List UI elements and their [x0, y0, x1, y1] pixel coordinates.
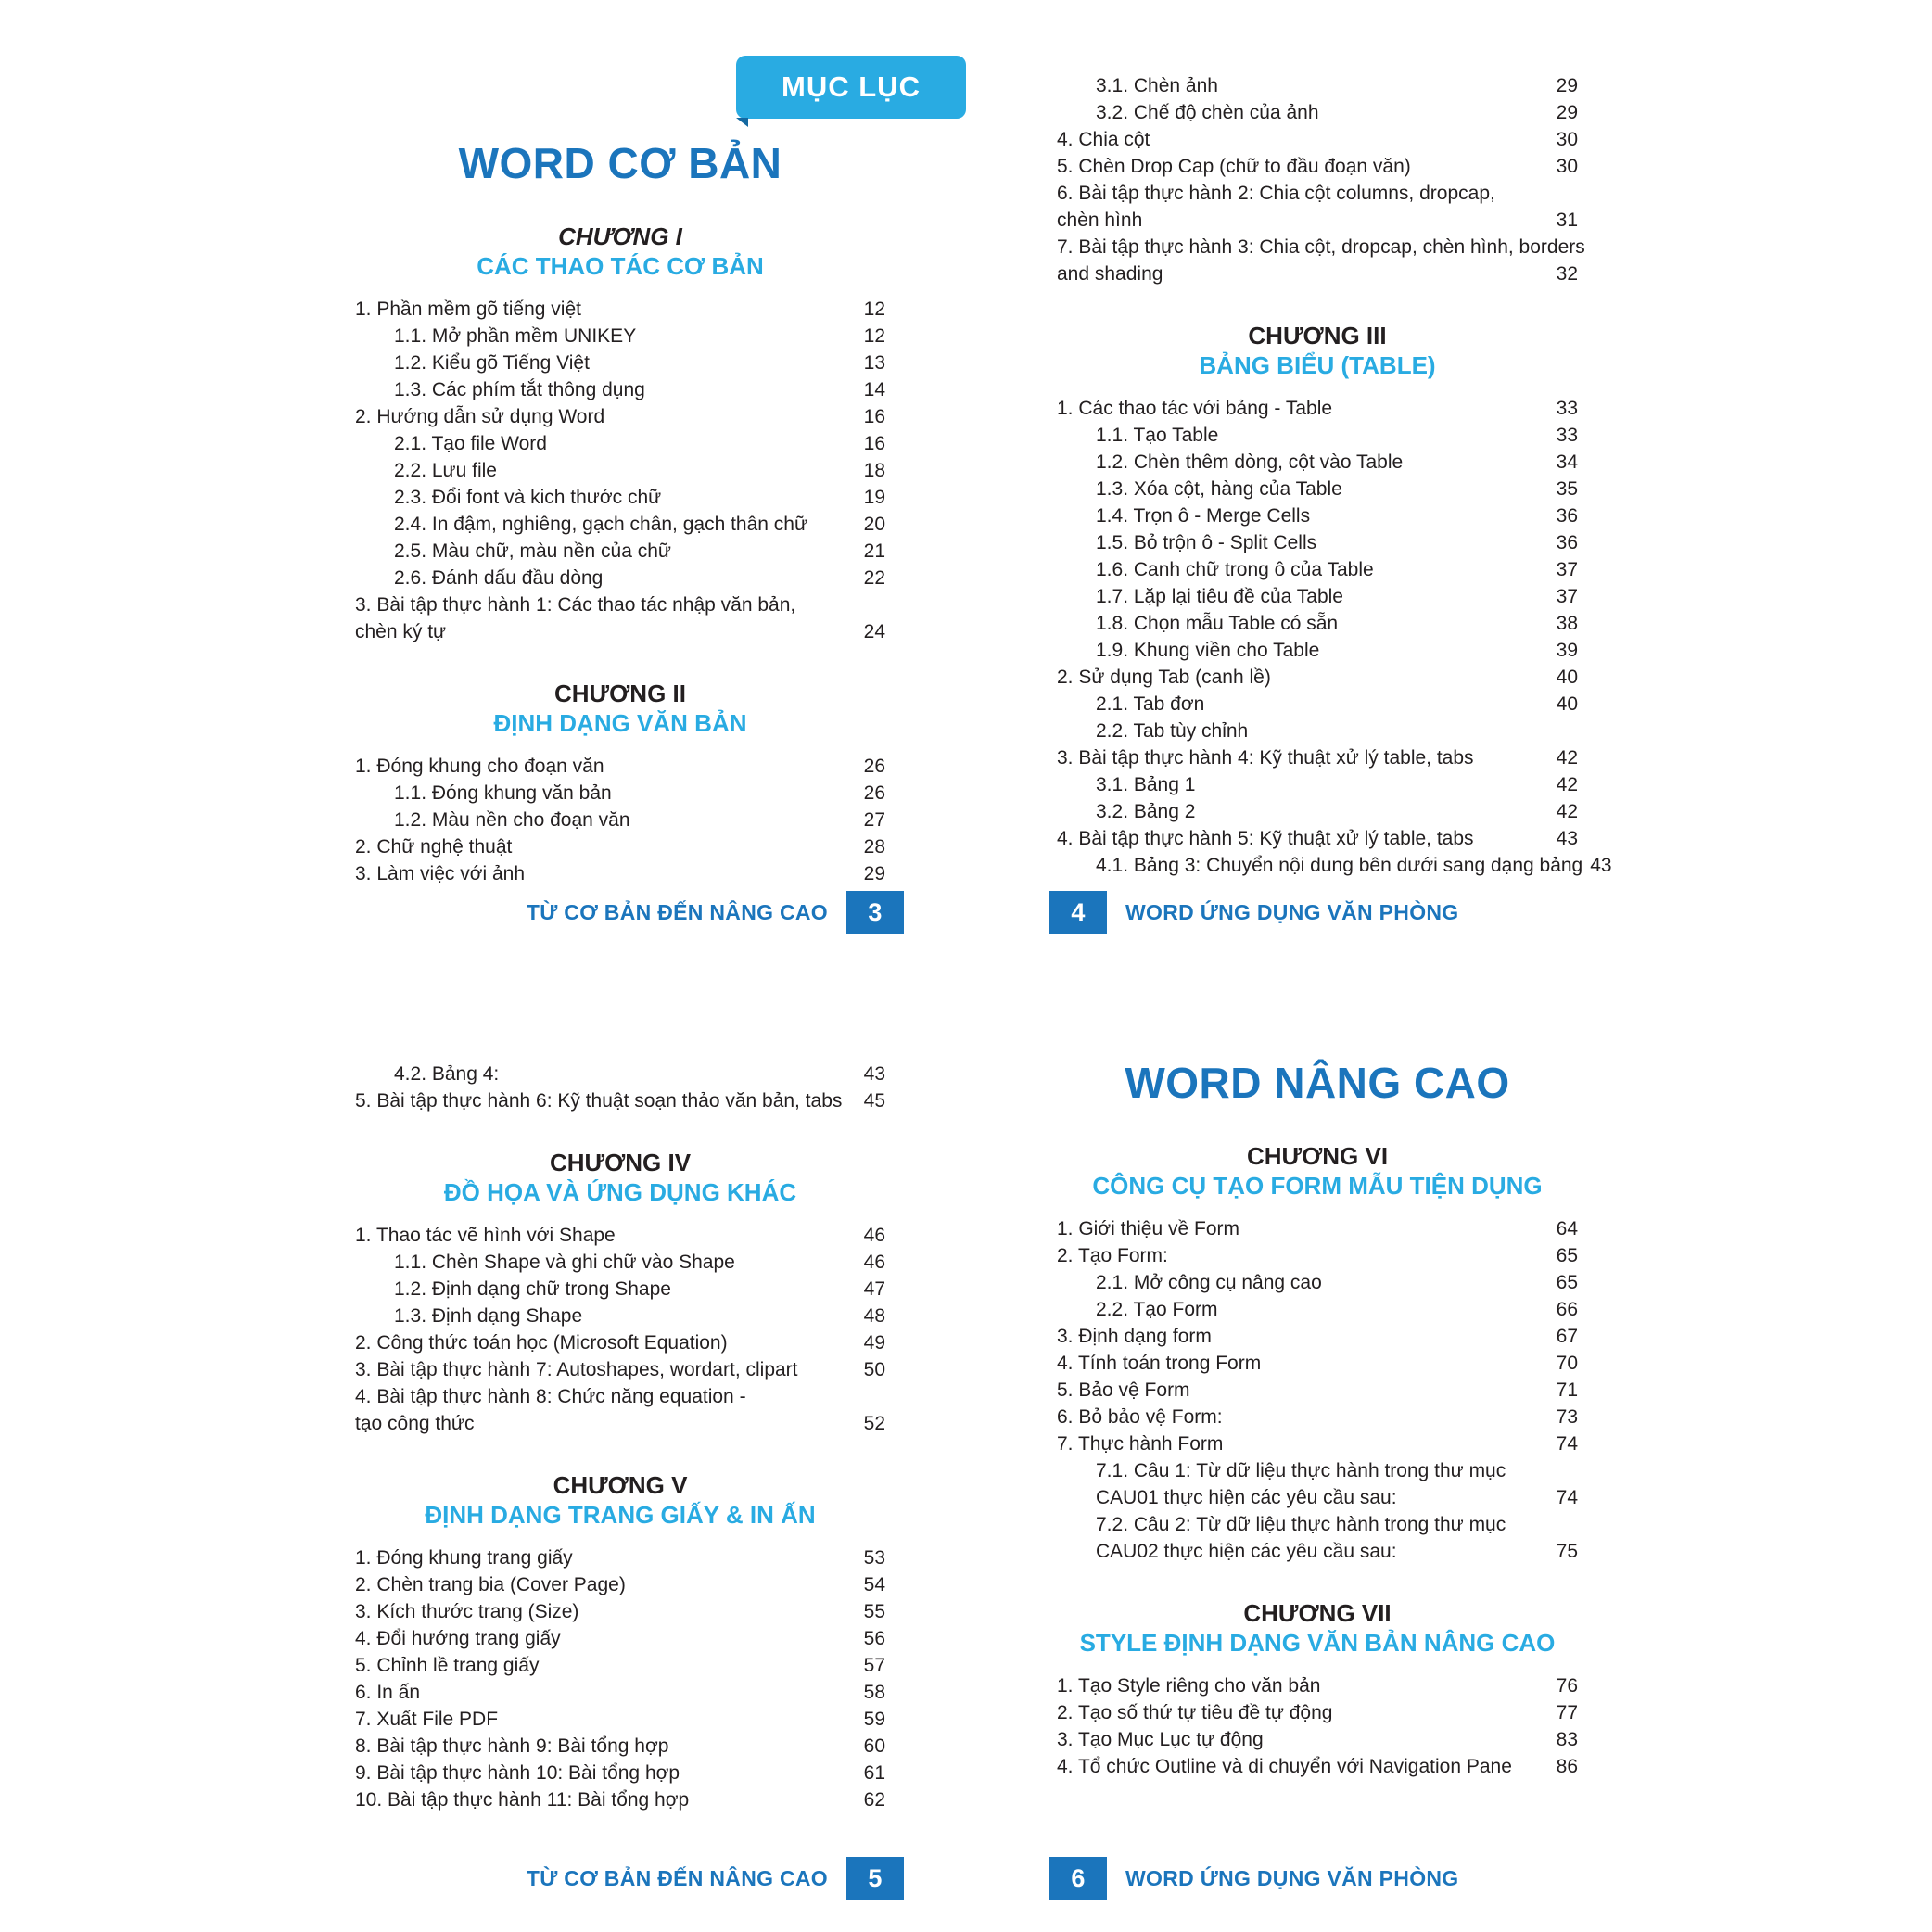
toc-entry-text: 7.2. Câu 2: Từ dữ liệu thực hành trong thư mục: [1096, 1513, 1506, 1535]
toc-row: [355, 323, 885, 350]
chapter-title: ĐỒ HỌA VÀ ỨNG DỤNG KHÁC: [443, 1178, 797, 1206]
toc-entry-page-number: 14: [863, 378, 885, 400]
toc-entry-page-number: 54: [863, 1574, 885, 1595]
toc-entry-text: 1.2. Định dạng chữ trong Shape: [394, 1278, 671, 1300]
toc-entry-text: 4.2. Bảng 4:: [394, 1063, 500, 1085]
toc-row: [355, 1652, 885, 1679]
toc-entry-page-number: 20: [863, 513, 885, 535]
chapter-number: CHƯƠNG I: [558, 222, 682, 250]
toc-entry-text: 3. Bài tập thực hành 4: Kỹ thuật xử lý table, tabs: [1057, 747, 1474, 769]
toc-entry-page-number: 65: [1556, 1271, 1578, 1293]
toc-entry-text: 5. Chỉnh lề trang giấy: [355, 1655, 540, 1676]
toc-entry-page-number: 26: [863, 755, 885, 777]
toc-entry-page-number: 42: [1556, 801, 1578, 822]
toc-entry-text: 3. Định dạng form: [1057, 1325, 1212, 1347]
toc-entry-text: 1. Tạo Style riêng cho văn bản: [1057, 1674, 1321, 1697]
toc-entry-text: 1.3. Xóa cột, hàng của Table: [1096, 478, 1342, 500]
toc-entry-page-number: 53: [863, 1547, 885, 1569]
toc-entry-text: 2.1. Tab đơn: [1096, 693, 1205, 715]
toc-row: [355, 511, 885, 538]
toc-entry-page-number: 26: [863, 782, 885, 804]
toc-entry-page-number: 43: [1556, 828, 1578, 849]
page-number-badge: 4: [1049, 891, 1107, 934]
toc-item-list: [355, 1544, 885, 1813]
toc-row: [355, 430, 885, 457]
toc-row: [355, 538, 885, 565]
toc-entry-page-number: 71: [1556, 1379, 1578, 1401]
toc-entry-page-number: 43: [1590, 855, 1612, 876]
chapter-heading: [355, 1148, 885, 1207]
book-part-title: WORD NÂNG CAO: [1125, 1059, 1510, 1107]
toc-entry-text: 3.2. Bảng 2: [1096, 801, 1196, 822]
page-number-badge: 3: [846, 891, 904, 934]
toc-entry-page-number: 67: [1556, 1325, 1578, 1347]
footer-label: WORD ỨNG DỤNG VĂN PHÒNG: [1125, 1865, 1459, 1890]
toc-entry-text: 2.5. Màu chữ, màu nền của chữ: [394, 540, 671, 562]
toc-entry-page-number: 40: [1556, 693, 1578, 715]
toc-entry-text: 1.8. Chọn mẫu Table có sẵn: [1096, 613, 1339, 634]
toc-entry-text: 1.1. Tạo Table: [1096, 425, 1219, 446]
page-footer: [527, 1856, 904, 1900]
toc-row: [1057, 126, 1578, 153]
toc-entry-page-number: 33: [1556, 398, 1578, 419]
toc-row: [355, 565, 885, 591]
chapter-heading: [355, 1470, 885, 1530]
toc-entry-text: 1. Đóng khung cho đoạn văn: [355, 755, 604, 777]
toc-row: [355, 1329, 885, 1356]
toc-row: [355, 591, 885, 618]
toc-entry-page-number: 37: [1556, 586, 1578, 607]
toc-entry-page-number: 61: [863, 1762, 885, 1784]
chapter-number: CHƯƠNG VI: [1246, 1141, 1389, 1170]
toc-entry-page-number: 34: [1556, 451, 1578, 473]
toc-row: [1057, 718, 1578, 744]
page-6-content: [1057, 966, 1578, 1780]
toc-row: [355, 1760, 885, 1786]
toc-entry-text: 1.3. Định dạng Shape: [394, 1305, 583, 1327]
chapter-title: BẢNG BIỂU (TABLE): [1199, 351, 1436, 379]
toc-entry-page-number: 28: [863, 835, 885, 858]
toc-entry-page-number: 46: [863, 1225, 885, 1246]
toc-entry-text: 7. Thực hành Form: [1057, 1432, 1224, 1455]
toc-entry-text: 1.2. Chèn thêm dòng, cột vào Table: [1096, 451, 1404, 473]
toc-row: [1057, 422, 1578, 449]
toc-entry-text: 2.6. Đánh dấu đầu dòng: [394, 566, 604, 589]
toc-entry-text: 2.4. In đậm, nghiêng, gạch chân, gạch thân chữ: [394, 513, 808, 535]
toc-entry-text: 4. Tính toán trong Form: [1057, 1352, 1262, 1374]
toc-row: [1057, 180, 1578, 207]
toc-entry-page-number: 57: [863, 1655, 885, 1676]
toc-entry-page-number: 55: [863, 1601, 885, 1622]
toc-row: [1057, 825, 1578, 852]
toc-entry-page-number: 59: [863, 1709, 885, 1730]
toc-entry-text: 1.2. Màu nền cho đoạn văn: [394, 808, 630, 831]
toc-entry-page-number: 74: [1556, 1432, 1578, 1455]
toc-entry-page-number: 35: [1556, 478, 1578, 500]
toc-entry-page-number: 43: [863, 1063, 885, 1085]
toc-entry-text: 2.1. Tạo file Word: [394, 432, 547, 454]
toc-row: [1057, 99, 1578, 126]
toc-entry-text: 4. Tổ chức Outline và di chuyển với Navigation Pane: [1057, 1755, 1512, 1777]
toc-entry-text: 5. Bài tập thực hành 6: Kỹ thuật soạn thảo văn bản, tabs: [355, 1090, 843, 1112]
toc-row: [355, 753, 885, 780]
toc-row: [355, 780, 885, 807]
toc-entry-text: 1.1. Chèn Shape và ghi chữ vào Shape: [394, 1252, 735, 1273]
toc-entry-text: tạo công thức: [355, 1413, 475, 1434]
toc-entry-text: 2.2. Tab tùy chỉnh: [1096, 720, 1249, 742]
toc-entry-page-number: 13: [863, 351, 885, 374]
toc-entry-text: 4. Bài tập thực hành 8: Chức năng equation -: [355, 1386, 746, 1407]
toc-row: [1057, 771, 1578, 798]
toc-entry-text: 7. Xuất File PDF: [355, 1709, 499, 1730]
toc-entry-text: CAU02 thực hiện các yêu cầu sau:: [1096, 1540, 1397, 1562]
toc-row: [1057, 1672, 1578, 1699]
toc-row: [355, 1303, 885, 1329]
toc-entry-page-number: 42: [1556, 774, 1578, 795]
toc-row: [355, 1276, 885, 1303]
page-footer: [1049, 890, 1458, 934]
chapter-title: ĐỊNH DẠNG TRANG GIẤY & IN ẤN: [425, 1501, 816, 1529]
toc-row: [1057, 1753, 1578, 1780]
toc-entry-page-number: 86: [1556, 1755, 1578, 1777]
toc-row: [355, 1571, 885, 1598]
toc-row: [1057, 395, 1578, 422]
toc-row: [1057, 1699, 1578, 1726]
toc-row: [1057, 744, 1578, 771]
toc-entry-text: 3.1. Bảng 1: [1096, 774, 1196, 795]
toc-entry-text: 1.4. Trọn ô - Merge Cells: [1096, 505, 1311, 527]
toc-entry-text: 4. Bài tập thực hành 5: Kỹ thuật xử lý table, tabs: [1057, 828, 1474, 849]
toc-entry-text: 1.6. Canh chữ trong ô của Table: [1096, 559, 1374, 580]
page-4: [966, 0, 1932, 966]
toc-entry-text: CAU01 thực hiện các yêu cầu sau:: [1096, 1486, 1397, 1508]
toc-entry-text: 2. Tạo Form:: [1057, 1244, 1168, 1266]
chapter-title: ĐỊNH DẠNG VĂN BẢN: [493, 708, 747, 737]
toc-entry-page-number: 62: [863, 1789, 885, 1811]
toc-entry-text: 4. Chia cột: [1057, 129, 1150, 150]
toc-entry-page-number: 18: [863, 459, 885, 481]
toc-row: [355, 618, 885, 645]
toc-entry-page-number: 16: [863, 405, 885, 427]
chapter-title: STYLE ĐỊNH DẠNG VĂN BẢN NÂNG CAO: [1079, 1628, 1556, 1657]
toc-row: [1057, 234, 1585, 261]
toc-entry-text: 2. Chữ nghệ thuật: [355, 835, 513, 858]
toc-entry-text: 2.1. Mở công cụ nâng cao: [1096, 1271, 1322, 1293]
toc-row: [1057, 1726, 1578, 1753]
toc-entry-text: 6. In ấn: [355, 1682, 421, 1703]
toc-item-list: [1057, 1672, 1578, 1780]
chapter-number: CHƯƠNG IV: [549, 1149, 692, 1176]
toc-entry-page-number: 83: [1556, 1728, 1578, 1750]
toc-entry-page-number: 33: [1556, 425, 1578, 446]
toc-entry-text: 3. Bài tập thực hành 7: Autoshapes, wordart, clipart: [355, 1359, 798, 1380]
toc-row: [1057, 1242, 1578, 1269]
toc-entry-text: 3. Tạo Mục Lục tự động: [1057, 1728, 1264, 1750]
toc-entry-page-number: 66: [1556, 1298, 1578, 1320]
toc-row: [1057, 207, 1578, 234]
toc-entry-page-number: 50: [863, 1359, 885, 1380]
toc-item-list: [355, 1061, 885, 1114]
toc-entry-page-number: 76: [1556, 1674, 1578, 1697]
toc-row: [355, 1786, 885, 1813]
toc-entry-page-number: 60: [863, 1735, 885, 1757]
toc-row: [355, 350, 885, 376]
toc-entry-text: 2.2. Tạo Form: [1096, 1298, 1218, 1320]
page-5: [0, 966, 966, 1932]
toc-entry-page-number: 48: [863, 1305, 885, 1327]
toc-row: [1057, 449, 1578, 476]
muc-luc-tab-label: MỤC LỤC: [782, 70, 921, 103]
toc-entry-page-number: 73: [1556, 1405, 1578, 1428]
toc-entry-page-number: 29: [1556, 102, 1578, 123]
page-3-content: [355, 0, 885, 887]
chapter-heading: [1057, 321, 1578, 380]
toc-entry-page-number: 30: [1556, 129, 1578, 150]
book-part-title: WORD CƠ BẢN: [458, 139, 782, 187]
toc-entry-text: 6. Bỏ bảo vệ Form:: [1057, 1405, 1223, 1428]
toc-item-list: [355, 753, 885, 887]
chapter-title: CÔNG CỤ TẠO FORM MẪU TIỆN DỤNG: [1092, 1171, 1543, 1200]
chapter-heading: [1057, 1598, 1578, 1658]
toc-row: [1057, 476, 1578, 502]
toc-entry-text: chèn hình: [1057, 210, 1143, 231]
toc-entry-page-number: 19: [863, 486, 885, 508]
toc-entry-text: 2.3. Đổi font và kich thước chữ: [394, 486, 662, 508]
chapter-title: CÁC THAO TÁC CƠ BẢN: [477, 251, 764, 280]
toc-row: [1057, 1269, 1578, 1296]
toc-entry-text: and shading: [1057, 263, 1163, 285]
toc-entry-page-number: 46: [863, 1252, 885, 1273]
toc-row: [355, 1087, 885, 1114]
toc-entry-text: 1.1. Mở phần mềm UNIKEY: [394, 324, 637, 347]
toc-row: [355, 1625, 885, 1652]
toc-entry-text: 3. Làm việc với ảnh: [355, 862, 526, 884]
toc-entry-page-number: 49: [863, 1332, 885, 1354]
toc-row: [1057, 1323, 1578, 1350]
toc-entry-page-number: 58: [863, 1682, 885, 1703]
chapter-heading: [1057, 1141, 1578, 1201]
toc-row: [1057, 72, 1578, 99]
toc-row: [1057, 1377, 1578, 1404]
toc-entry-text: 1. Thao tác vẽ hình với Shape: [355, 1225, 616, 1246]
toc-entry-text: 1.2. Kiểu gõ Tiếng Việt: [394, 351, 590, 374]
toc-entry-text: 3.2. Chế độ chèn của ảnh: [1096, 102, 1319, 123]
toc-row: [1057, 1404, 1578, 1430]
toc-entry-text: 2. Sử dụng Tab (canh lề): [1057, 667, 1271, 688]
toc-entry-text: 2.2. Lưu file: [394, 459, 497, 481]
toc-row: [1057, 502, 1578, 529]
toc-row: [1057, 1538, 1578, 1565]
toc-item-list: [355, 296, 885, 645]
toc-entry-text: 4.1. Bảng 3: Chuyển nội dung bên dưới sang dạng bảng: [1096, 855, 1583, 876]
toc-row: [355, 807, 885, 833]
toc-row: [1057, 1430, 1578, 1457]
toc-entry-text: 1. Đóng khung trang giấy: [355, 1547, 573, 1569]
toc-entry-page-number: 75: [1556, 1540, 1578, 1562]
page-4-content: [1057, 0, 1612, 879]
toc-row: [355, 1733, 885, 1760]
page-5-content: [355, 966, 885, 1813]
toc-entry-text: 3.1. Chèn ảnh: [1096, 75, 1218, 96]
toc-row: [355, 403, 885, 430]
toc-row: [1057, 1296, 1578, 1323]
toc-entry-text: 1.5. Bỏ trộn ô - Split Cells: [1096, 532, 1317, 553]
toc-row: [355, 833, 885, 860]
toc-entry-page-number: 65: [1556, 1244, 1578, 1266]
toc-entry-text: 1.3. Các phím tắt thông dụng: [394, 378, 645, 400]
toc-row: [355, 457, 885, 484]
toc-row: [1057, 583, 1578, 610]
toc-entry-text: 6. Bài tập thực hành 2: Chia cột columns, dropcap,: [1057, 183, 1495, 204]
toc-row: [355, 1706, 885, 1733]
page-number-badge: 6: [1049, 1857, 1107, 1900]
toc-entry-text: chèn ký tự: [355, 620, 447, 642]
toc-entry-page-number: 30: [1556, 156, 1578, 177]
toc-row: [355, 376, 885, 403]
toc-entry-page-number: 70: [1556, 1352, 1578, 1374]
toc-row: [1057, 691, 1578, 718]
toc-entry-page-number: 22: [863, 566, 885, 589]
toc-entry-text: 4. Đổi hướng trang giấy: [355, 1628, 561, 1649]
chapter-number: CHƯƠNG II: [554, 679, 686, 707]
toc-row: [355, 1410, 885, 1437]
toc-row: [1057, 1350, 1578, 1377]
chapter-number: CHƯƠNG VII: [1243, 1598, 1392, 1627]
toc-row: [1057, 153, 1578, 180]
toc-entry-text: 5. Bảo vệ Form: [1057, 1379, 1190, 1401]
chapter-heading: [355, 679, 885, 738]
toc-entry-page-number: 40: [1556, 667, 1578, 688]
toc-entry-page-number: 29: [863, 862, 885, 884]
toc-entry-page-number: 29: [1556, 75, 1578, 96]
toc-entry-text: 1. Giới thiệu về Form: [1057, 1217, 1239, 1239]
toc-row: [1057, 529, 1578, 556]
toc-entry-text: 2. Tạo số thứ tự tiêu đề tự động: [1057, 1701, 1333, 1723]
toc-entry-text: 2. Công thức toán học (Microsoft Equation): [355, 1332, 728, 1354]
toc-row: [1057, 1511, 1578, 1538]
toc-entry-page-number: 12: [863, 324, 885, 347]
toc-row: [1057, 261, 1578, 287]
chapter-number: CHƯƠNG III: [1248, 322, 1387, 350]
toc-entry-page-number: 24: [863, 620, 885, 642]
toc-row: [355, 860, 885, 887]
toc-entry-page-number: 37: [1556, 559, 1578, 580]
page-number-badge: 5: [846, 1857, 904, 1900]
toc-item-list: [1057, 72, 1585, 287]
toc-entry-text: 3. Kích thước trang (Size): [355, 1601, 579, 1622]
toc-entry-text: 3. Bài tập thực hành 1: Các thao tác nhập văn bản,: [355, 593, 796, 616]
toc-row: [355, 1061, 885, 1087]
toc-entry-page-number: 12: [863, 298, 885, 320]
toc-item-list: [1057, 395, 1612, 879]
toc-entry-text: 10. Bài tập thực hành 11: Bài tổng hợp: [355, 1789, 690, 1811]
toc-row: [355, 296, 885, 323]
toc-entry-page-number: 32: [1556, 263, 1578, 285]
toc-entry-text: 1. Các thao tác với bảng - Table: [1057, 398, 1333, 419]
toc-row: [1057, 852, 1612, 879]
page-6: [966, 966, 1932, 1932]
toc-entry-text: 1. Phần mềm gõ tiếng việt: [355, 298, 581, 320]
toc-row: [1057, 1457, 1578, 1484]
toc-entry-text: 1.7. Lặp lại tiêu đề của Table: [1096, 586, 1343, 607]
toc-entry-page-number: 16: [863, 432, 885, 454]
toc-row: [355, 484, 885, 511]
page-footer: [527, 890, 904, 934]
toc-row: [355, 1356, 885, 1383]
toc-entry-page-number: 21: [863, 540, 885, 562]
page-3: [0, 0, 966, 966]
toc-row: [1057, 664, 1578, 691]
toc-entry-text: 7.1. Câu 1: Từ dữ liệu thực hành trong thư mục: [1096, 1459, 1506, 1481]
toc-entry-page-number: 39: [1556, 640, 1578, 661]
toc-entry-page-number: 42: [1556, 747, 1578, 769]
footer-label: TỪ CƠ BẢN ĐẾN NÂNG CAO: [526, 899, 828, 924]
toc-entry-text: 7. Bài tập thực hành 3: Chia cột, dropcap, chèn hình, borders: [1057, 236, 1585, 258]
toc-row: [1057, 1484, 1578, 1511]
toc-row: [1057, 798, 1578, 825]
toc-entry-text: 2. Chèn trang bia (Cover Page): [355, 1574, 626, 1595]
toc-row: [1057, 610, 1578, 637]
toc-row: [1057, 1215, 1578, 1242]
chapter-number: CHƯƠNG V: [553, 1471, 688, 1499]
toc-entry-page-number: 38: [1556, 613, 1578, 634]
toc-item-list: [1057, 1215, 1578, 1565]
toc-item-list: [355, 1222, 885, 1437]
toc-entry-page-number: 77: [1556, 1701, 1578, 1723]
toc-entry-page-number: 74: [1556, 1486, 1578, 1508]
toc-row: [1057, 637, 1578, 664]
page-footer: [1049, 1856, 1458, 1900]
toc-entry-text: 1.1. Đóng khung văn bản: [394, 782, 612, 804]
toc-entry-page-number: 52: [863, 1413, 885, 1434]
toc-entry-page-number: 36: [1556, 505, 1578, 527]
toc-row: [355, 1249, 885, 1276]
toc-entry-text: 9. Bài tập thực hành 10: Bài tổng hợp: [355, 1762, 680, 1784]
toc-entry-page-number: 64: [1556, 1217, 1578, 1239]
toc-row: [355, 1383, 885, 1410]
toc-entry-text: 1.9. Khung viền cho Table: [1096, 640, 1320, 661]
toc-entry-page-number: 27: [863, 808, 885, 831]
toc-row: [355, 1598, 885, 1625]
toc-entry-page-number: 36: [1556, 532, 1578, 553]
footer-label: TỪ CƠ BẢN ĐẾN NÂNG CAO: [526, 1865, 828, 1890]
toc-row: [1057, 556, 1578, 583]
footer-label: WORD ỨNG DỤNG VĂN PHÒNG: [1125, 899, 1459, 924]
toc-entry-page-number: 45: [863, 1090, 885, 1112]
toc-row: [355, 1222, 885, 1249]
toc-entry-page-number: 31: [1556, 210, 1578, 231]
toc-entry-text: 5. Chèn Drop Cap (chữ to đầu đoạn văn): [1057, 156, 1411, 177]
muc-luc-tab: [736, 56, 966, 119]
toc-entry-page-number: 47: [863, 1278, 885, 1300]
toc-row: [355, 1679, 885, 1706]
toc-row: [355, 1544, 885, 1571]
toc-entry-page-number: 56: [863, 1628, 885, 1649]
chapter-heading: [355, 222, 885, 281]
toc-entry-text: 2. Hướng dẫn sử dụng Word: [355, 405, 605, 427]
toc-entry-text: 8. Bài tập thực hành 9: Bài tổng hợp: [355, 1735, 669, 1757]
